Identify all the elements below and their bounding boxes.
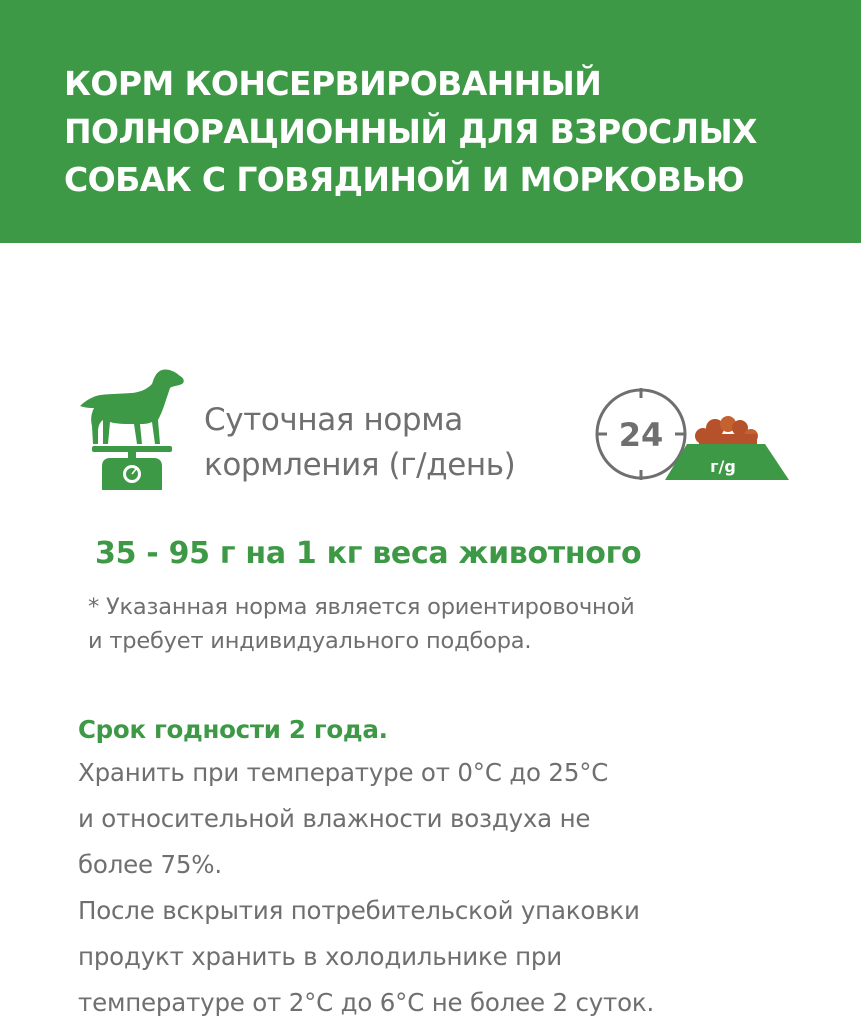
product-title-line: СОБАК С ГОВЯДИНОЙ И МОРКОВЬЮ bbox=[64, 160, 745, 199]
daily-norm-label-line: Суточная норма bbox=[204, 402, 463, 438]
shelf-life-title: Срок годности 2 года. bbox=[78, 715, 388, 744]
bowl-unit-text: г/g bbox=[710, 457, 736, 476]
daily-norm-label bbox=[204, 398, 515, 488]
storage-line: более 75%. bbox=[78, 850, 222, 879]
storage-line: продукт хранить в холодильнике при bbox=[78, 942, 562, 971]
product-title bbox=[64, 60, 824, 204]
dose-note bbox=[88, 590, 635, 658]
dog-on-scale-icon bbox=[76, 366, 188, 494]
storage-line: Хранить при температуре от 0°С до 25°С bbox=[78, 758, 609, 787]
header-banner bbox=[0, 0, 861, 243]
product-title-line: КОРМ КОНСЕРВИРОВАННЫЙ bbox=[64, 64, 602, 103]
dose-note-line: и требует индивидуального подбора. bbox=[88, 628, 532, 654]
storage-line: После вскрытия потребительской упаковки bbox=[78, 896, 640, 925]
clock-24-icon bbox=[595, 384, 795, 484]
clock-24-text: 24 bbox=[618, 416, 664, 454]
storage-line: и относительной влажности воздуха не bbox=[78, 804, 591, 833]
product-title-line: ПОЛНОРАЦИОННЫЙ ДЛЯ ВЗРОСЛЫХ bbox=[64, 112, 757, 151]
daily-dose: 35 - 95 г на 1 кг веса животного bbox=[95, 536, 642, 571]
storage-line: температуре от 2°С до 6°С не более 2 суток. bbox=[78, 988, 655, 1017]
dose-note-line: * Указанная норма является ориентировочной bbox=[88, 594, 635, 620]
daily-norm-label-line: кормления (г/день) bbox=[204, 447, 516, 483]
storage-conditions bbox=[78, 750, 654, 1026]
